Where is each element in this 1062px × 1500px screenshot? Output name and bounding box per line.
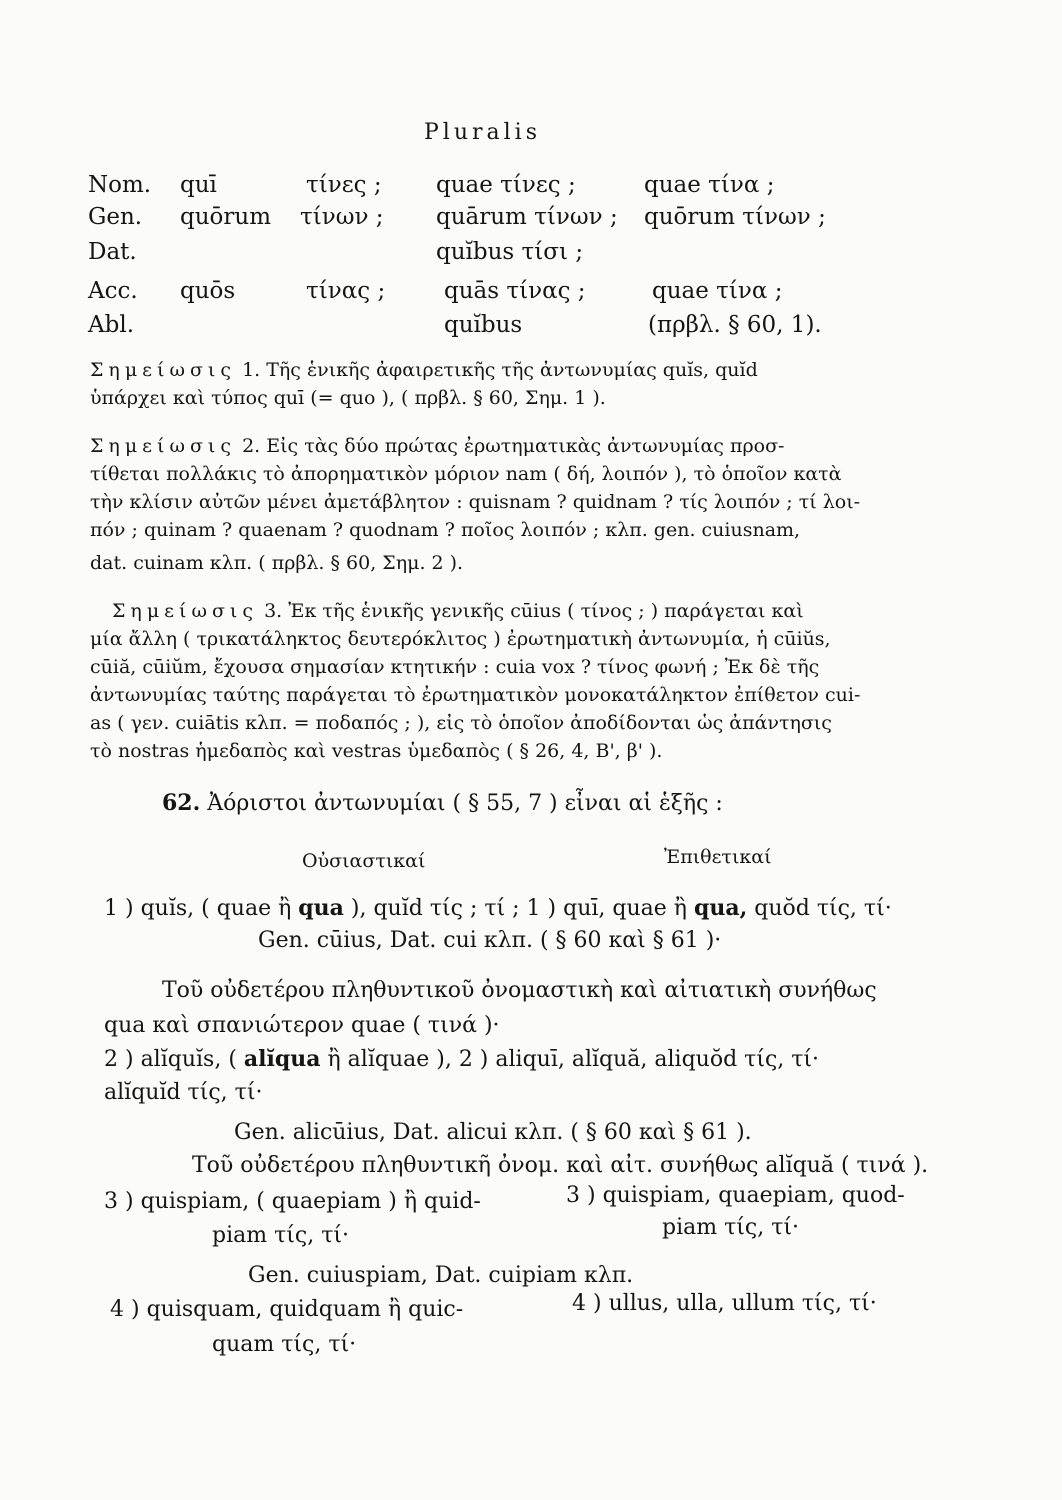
note-line: 3. Ἐκ τῆς ἑνικῆς γενικῆς cūius ( τίνος ; ) παράγεται καὶ [264,600,804,622]
note-line: dat. cuinam κλπ. ( πρβλ. § 60, Σημ. 2 ). [90,552,464,574]
masc-greek: τίνων ; [300,204,384,230]
page-title: Pluralis [424,120,542,145]
item-4-right: 4 ) ullus, ulla, ullum τίς, τί· [572,1291,877,1316]
item-text: ἢ alĭquae ), 2 ) aliquī, alĭquă, aliquŏd τίς, τί· [320,1047,820,1072]
note-line: μία ἄλλη ( τρικατάληκτος δευτερόκλιτος ) ἐρωτηματικὴ ἀντωνυμία, ἡ cūiŭs, [90,628,831,650]
fem-form: quae τίνες ; [436,172,576,198]
item-bold: qua, [693,895,748,921]
masc-latin: quōs [180,278,236,304]
item-3-right: 3 ) quispiam, quaepiam, quod- [566,1183,905,1208]
case-label: Gen. [88,204,143,230]
item-text: ), quĭd τίς ; τί ; 1 ) quī, quae ἢ [343,896,694,921]
section-heading [162,790,723,816]
item-3-left: 3 ) quispiam, ( quaepiam ) ἢ quid- [104,1189,481,1214]
case-label: Nom. [88,172,152,198]
item-2-line [104,1046,819,1072]
item-text: 2 ) alĭquĭs, ( [104,1047,244,1072]
fem-form: quārum τίνων ; [436,204,618,230]
item-text: quŏd τίς, τί· [747,896,892,921]
neut-form: quae τίνα ; [652,278,783,304]
section-number: 62. [162,790,201,816]
neut-form: quōrum τίνων ; [644,204,826,230]
note-line: ὑπάρχει καὶ τύπος quī (= quo ), ( πρβλ. § 60, Σημ. 1 ). [90,387,606,409]
neut-form: (πρβλ. § 60, 1). [648,312,822,338]
note-line: τὴν κλίσιν αὐτῶν μένει ἀμετάβλητον : quisnam ? quidnam ? τίς λοιπόν ; τί λοι- [90,491,861,513]
case-label: Abl. [88,312,134,338]
item-bold: alĭqua [243,1046,321,1072]
item-3-genitive: Gen. cuiuspiam, Dat. cuipiam κλπ. [248,1263,634,1288]
item-1-note: qua καὶ σπανιώτερον quae ( τινά )· [104,1013,500,1038]
note-line: 1. Τῆς ἑνικῆς ἀφαιρετικῆς τῆς ἀντωνυμίας quĭs, quĭd [242,359,758,381]
fem-form: quās τίνας ; [444,278,586,304]
section-text: Ἀόριστοι ἀντωνυμίαι ( § 55, 7 ) εἶναι αἱ ἑξῆς : [207,791,723,816]
case-label: Dat. [88,239,137,265]
item-4-left: quam τίς, τί· [212,1332,357,1357]
fem-form: quĭbus τίσι ; [436,239,584,265]
item-1-line [104,895,892,921]
item-bold: qua [298,895,344,921]
note-label: Σημείωσις [90,359,237,381]
masc-latin: quī [180,172,217,198]
note-line: τίθεται πολλάκις τὸ ἀπορηματικὸν μόριον nam ( δή, λοιπόν ), τὸ ὁποῖον κατὰ [90,463,842,485]
note-line: 2. Εἰς τὰς δύο πρώτας ἐρωτηματικὰς ἀντωνυμίας προσ- [242,435,785,457]
fem-form: quĭbus [444,312,523,338]
header-substantive: Οὐσιαστικαί [302,850,426,872]
note-line: cūiă, cūiŭm, ἔχουσα σημασίαν κτητικήν : cuia vox ? τίνος φωνή ; Ἐκ δὲ τῆς [90,656,820,678]
item-1-note: Τοῦ οὐδετέρου πληθυντικοῦ ὀνομαστικὴ καὶ αἰτιατικὴ συνήθως [162,978,877,1003]
note-label: Σημείωσις [90,435,237,457]
neut-form: quae τίνα ; [644,172,775,198]
note-line: τὸ nostras ἡμεδαπὸς καὶ vestras ὑμεδαπὸς ( § 26, 4, Β', β' ). [90,740,663,762]
note-line: ἀντωνυμίας ταύτης παράγεται τὸ ἐρωτηματικὸν μονοκατάληκτον ἐπίθετον cui- [90,684,861,706]
item-4-left: 4 ) quisquam, quidquam ἢ quic- [110,1297,464,1322]
item-1-genitive: Gen. cūius, Dat. cui κλπ. ( § 60 καὶ § 61 )· [258,928,722,953]
note-label: Σημείωσις [112,600,259,622]
masc-greek: τίνες ; [306,172,382,198]
masc-latin: quōrum [180,204,272,230]
header-adjective: Ἐπιθετικαί [664,846,772,868]
item-text: 1 ) quĭs, ( quae ἢ [104,896,299,921]
item-3-left: piam τίς, τί· [212,1223,349,1248]
item-2-line: alĭquĭd τίς, τί· [104,1080,263,1105]
note-line: as ( γεν. cuiātis κλπ. = ποδαπός ; ), εἰς τὸ ὁποῖον ἀποδίδονται ὡς ἀπάντησις [90,712,832,734]
note-line: πόν ; quinam ? quaenam ? quodnam ? ποῖος λοιπόν ; κλπ. gen. cuiusnam, [90,519,801,541]
case-label: Acc. [88,278,138,304]
item-3-right: piam τίς, τί· [662,1215,799,1240]
item-2-note: Τοῦ οὐδετέρου πληθυντικῆ ὀνομ. καὶ αἰτ. συνήθως alĭquă ( τινά ). [192,1153,929,1178]
item-2-genitive: Gen. alicūius, Dat. alicui κλπ. ( § 60 καὶ § 61 ). [234,1120,752,1145]
masc-greek: τίνας ; [306,278,386,304]
